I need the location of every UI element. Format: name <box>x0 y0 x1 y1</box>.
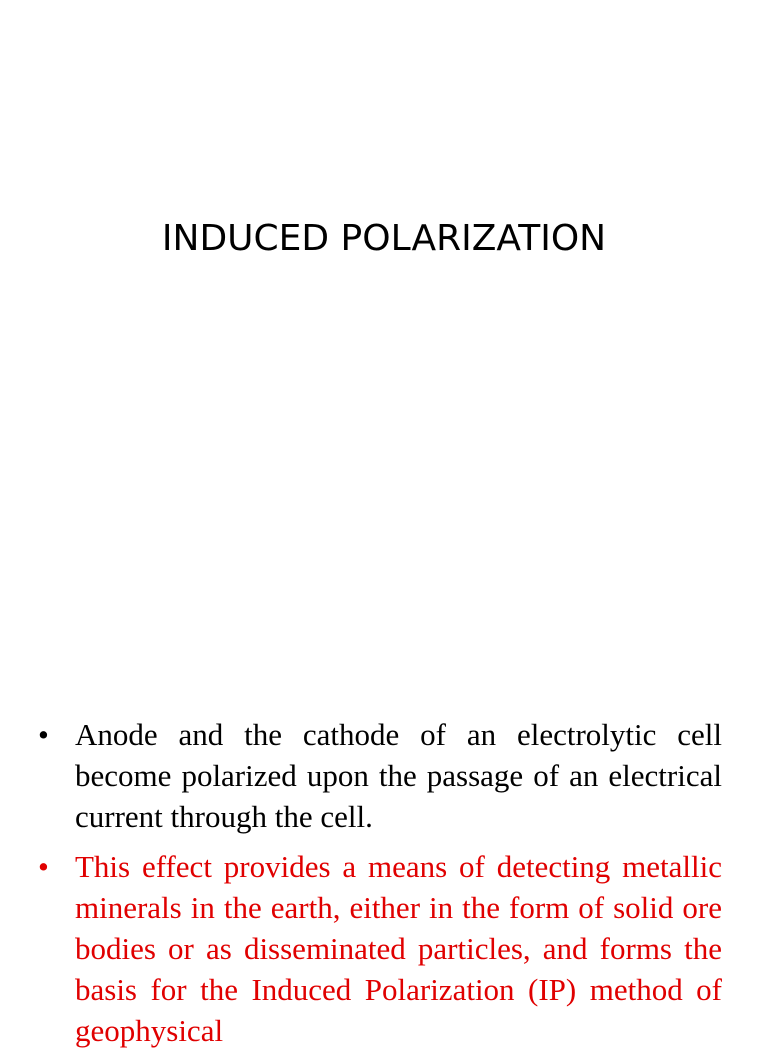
bullet-text: This effect provides a means of detecting metallic minerals in the earth, either in the form of solid ore bodies or as disseminated particles, and forms the basis for the Induced Polarization (IP) method of geophysical <box>75 849 722 1048</box>
slide-title: INDUCED POLARIZATION <box>161 218 607 259</box>
bullet-dot-icon: • <box>38 717 49 752</box>
bullet-item <box>38 846 722 1051</box>
bullet-dot-icon: • <box>38 849 49 884</box>
bullet-item <box>38 714 722 837</box>
bullet-text: Anode and the cathode of an electrolytic cell become polarized upon the passage of an electrical current through the cell. <box>75 717 722 834</box>
bullet-list <box>38 714 722 1051</box>
